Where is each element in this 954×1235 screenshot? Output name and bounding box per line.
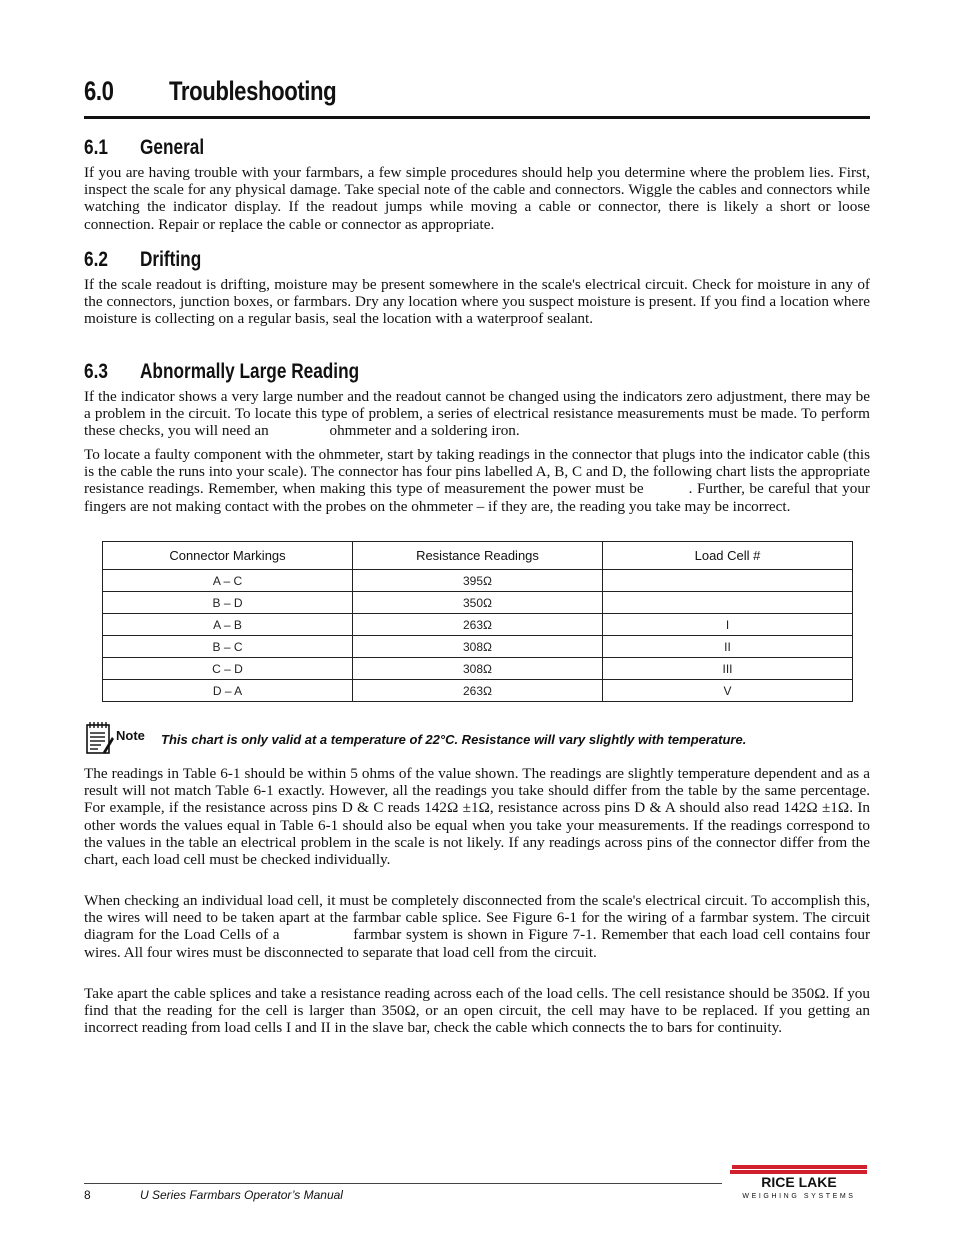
table-cell: 308Ω	[353, 658, 603, 680]
table-header: Connector Markings	[103, 542, 353, 570]
general-paragraph: If you are having trouble with your farmbars, a few simple procedures should help you determine where the problem lies. First, inspect the scale for any physical damage. Take special note of the cable and connectors. Wiggle the cables and connectors while watching the indicator display. If the readout jumps while moving a cable or connector, there is likely a short or loose connection. Repair or replace the cable or connector as appropriate.	[84, 164, 870, 233]
body-paragraph-2: When checking an individual load cell, it must be completely disconnected from the scale's electrical circuit. To accomplish this, the wires will need to be taken apart at the farmbar cable splice. See Figure 6-1 for the wiring of a farmbar system. The circuit diagram for the Load Cells of a farmbar system is shown in Figure 7-1. Remember that each load cell contains four wires. All four wires must be disconnected to separate that load cell from the circuit.	[84, 892, 874, 961]
table-header: Resistance Readings	[353, 542, 603, 570]
section-number: 6.3	[84, 360, 108, 383]
note-callout	[84, 719, 870, 755]
rice-lake-logo	[728, 1165, 870, 1201]
manual-title: U Series Farmbars Operator’s Manual	[140, 1188, 343, 1202]
table-row	[103, 570, 853, 592]
abnormal-paragraph-2: To locate a faulty component with the ohmmeter, start by taking readings in the connector that plugs into the indicator cable (this is the cable the runs into your scale). The connector has four pins labelled A, B, C and D, the following chart lists the appropriate resistance readings. Remember, when making this type of measurement the power must be . Further, be careful that your fingers are not making contact with the probes on the ohmmeter – if they are, the reading you take may be incorrect.	[84, 446, 874, 515]
table-row	[103, 658, 853, 680]
table-cell: 308Ω	[353, 636, 603, 658]
page-number: 8	[84, 1188, 91, 1202]
section-title: Drifting	[140, 248, 202, 271]
table-cell	[603, 570, 853, 592]
section-title: General	[140, 136, 205, 159]
section-number: 6.2	[84, 248, 108, 271]
note-label: Note	[116, 728, 145, 743]
table-cell: 395Ω	[353, 570, 603, 592]
chapter-title: Troubleshooting	[169, 76, 337, 106]
table-cell: II	[603, 636, 853, 658]
table-cell: 263Ω	[353, 680, 603, 702]
table-row	[103, 592, 853, 614]
footer-rule	[84, 1183, 722, 1184]
note-text: This chart is only valid at a temperature of 22°C. Resistance will vary slightly with temperature.	[161, 732, 747, 747]
table-cell: V	[603, 680, 853, 702]
table-cell: I	[603, 614, 853, 636]
table-row	[103, 680, 853, 702]
chapter-heading	[84, 72, 870, 119]
table-cell: B – D	[103, 592, 353, 614]
table-cell: D – A	[103, 680, 353, 702]
table-header: Load Cell #	[603, 542, 853, 570]
logo-subtext: WEIGHING SYSTEMS	[742, 1193, 856, 1200]
section-title: Abnormally Large Reading	[140, 360, 360, 383]
table-cell: A – B	[103, 614, 353, 636]
table-cell: C – D	[103, 658, 353, 680]
table-cell: 263Ω	[353, 614, 603, 636]
table-row	[103, 614, 853, 636]
resistance-table	[102, 541, 853, 702]
drifting-paragraph: If the scale readout is drifting, moisture may be present somewhere in the scale's electrical circuit. Check for moisture in any of the connectors, junction boxes, or farmbars. Dry any location where you suspect moisture is present. If you find a location where moisture is collecting on a regular basis, seal the location with a waterproof sealant.	[84, 276, 870, 328]
table-cell: 350Ω	[353, 592, 603, 614]
table-header-row	[103, 542, 853, 570]
chapter-number: 6.0	[84, 76, 114, 106]
abnormal-paragraph-1: If the indicator shows a very large number and the readout cannot be changed using the indicators zero adjustment, there may be a problem in the circuit. To locate this type of problem, a series of electrical resistance measurements must be made. To perform these checks, you will need an ohmmeter and a soldering iron.	[84, 388, 874, 440]
table-cell: III	[603, 658, 853, 680]
notepad-icon	[84, 721, 114, 755]
table-cell: B – C	[103, 636, 353, 658]
logo-text: RICE LAKE	[761, 1174, 837, 1190]
body-paragraph-3: Take apart the cable splices and take a resistance reading across each of the load cells. The cell resistance should be 350Ω. If you find that the reading for the cell is larger than 350Ω, or an open circuit, the cell may have to be replaced. If you getting an incorrect reading from load cells I and II in the slave bar, check the cable which connects the to bars for continuity.	[84, 985, 870, 1037]
section-number: 6.1	[84, 136, 108, 159]
table-row	[103, 636, 853, 658]
table-cell	[603, 592, 853, 614]
body-paragraph-1: The readings in Table 6-1 should be within 5 ohms of the value shown. The readings are slightly temperature dependent and as a result will not match Table 6-1 exactly. However, all the readings you take should differ from the table by the same percentage. For example, if the resistance across pins D & C reads 142Ω ±1Ω, resistance across pins D & A should also read 142Ω ±1Ω. In other words the values equal in Table 6-1 should also be equal when you take your measurements. If the readings correspond to the values in the table an electrical problem in the scale is not likely. If any readings across pins of the connector differ from the chart, each load cell must be checked individually.	[84, 765, 870, 869]
table-cell: A – C	[103, 570, 353, 592]
